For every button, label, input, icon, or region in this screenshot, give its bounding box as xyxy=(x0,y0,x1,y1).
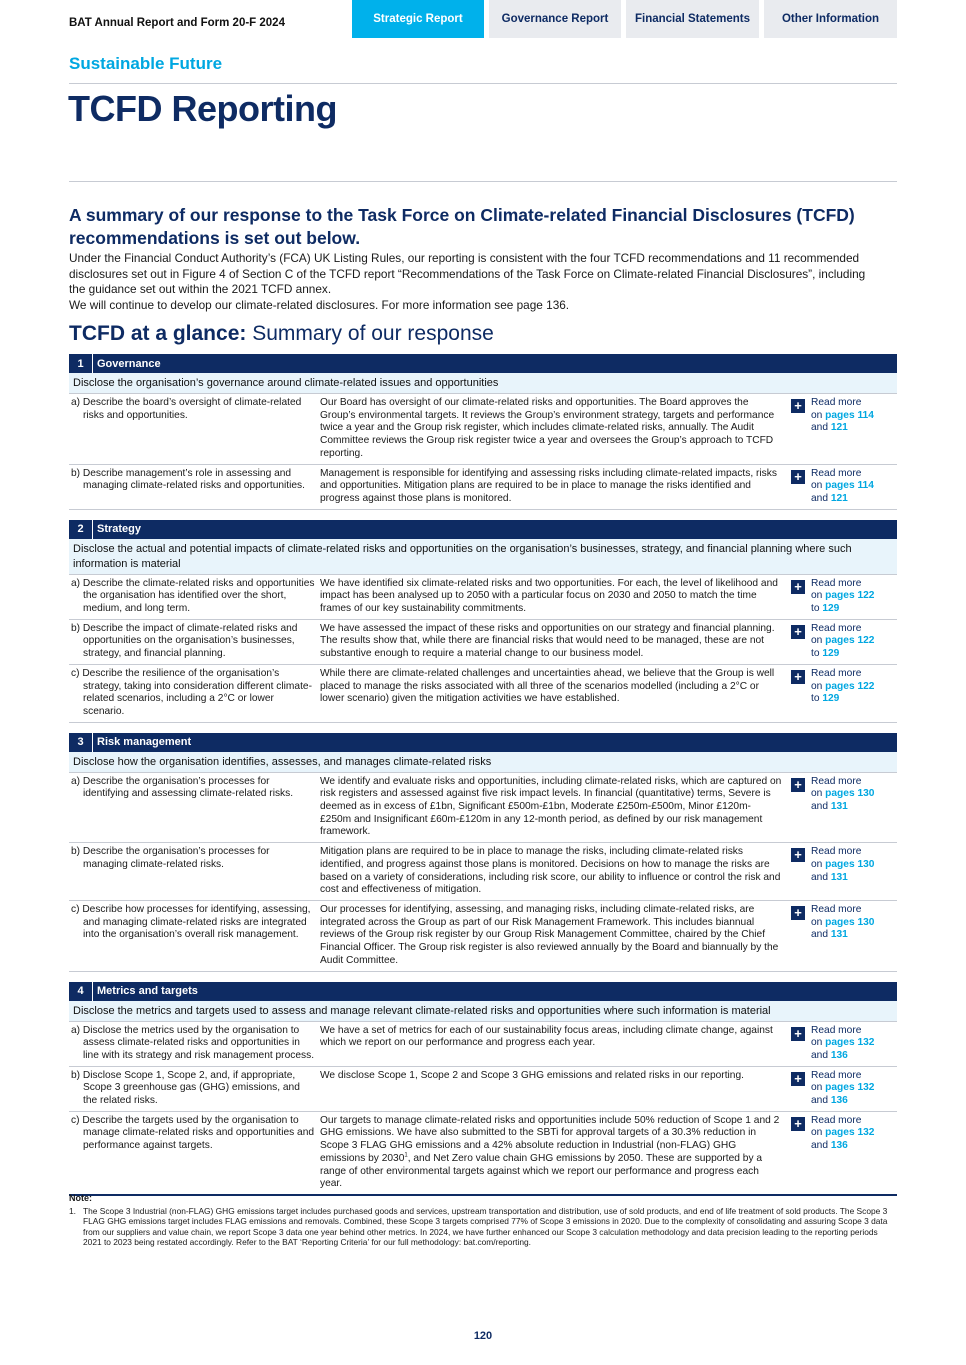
read-more-label: Read more xyxy=(811,397,862,408)
ref-prefix: on xyxy=(811,858,826,870)
section-header xyxy=(69,982,897,1001)
top-navigation xyxy=(0,0,966,38)
page-reference[interactable]: 129 xyxy=(822,693,840,705)
response-text: We have assessed the impact of these risks and opportunities on our strategy and financial planning. The results show that, while there are financial risks that would need to be managed, these are not substantive enough to require a material change to our business model. xyxy=(320,622,775,660)
page-reference[interactable]: 121 xyxy=(830,422,848,434)
response-cell xyxy=(320,776,788,840)
plus-icon: + xyxy=(791,625,805,639)
note-text: The Scope 3 Industrial (non-FLAG) GHG emissions target includes purchased goods and services, upstream transportation and distribution, use of sold products, and end of life treatment of sold products. The Scope 3 FLAG GHG emissions target includes FLAG emissions and removals. Combined, these Scope 3 targets comprised 77% of Scope 3 emissions in 2020. Due to the complexity of consolidating and assuring Scope 3 data from our suppliers and value chain, we report Scope 3 data one year behind other metrics. In 2024, we have further enhanced our Scope 3 calculation methodology and data precision leading to the reporting periods 2021 to 2023 being restated accordingly. Refer to the BAT ‘Reporting Criteria’ for our full methodology: bat.com/reporting. xyxy=(83,1205,888,1247)
page-reference[interactable]: 129 xyxy=(822,603,840,615)
section-subtitle: Disclose the metrics and targets used to assess and manage relevant climate-related risks and opportunities where such information is material xyxy=(69,1001,897,1022)
section-header xyxy=(69,733,897,752)
plus-icon: + xyxy=(791,1117,805,1131)
response-cell xyxy=(320,846,788,897)
response-text: We have a set of metrics for each of our sustainability focus areas, including climate change, against which we report on our performance and progress each year. xyxy=(320,1024,773,1049)
read-more-label: Read more xyxy=(811,775,862,787)
disclosure-cell xyxy=(69,776,320,840)
ref-prefix: on xyxy=(811,409,826,421)
intro-paragraph: We will continue to develop our climate-related disclosures. For more information see page 136. xyxy=(69,297,570,312)
ref-joiner: and xyxy=(811,1140,828,1152)
page-reference[interactable]: pages 130 xyxy=(825,788,875,800)
read-more-label: Read more xyxy=(811,1114,862,1126)
read-more-text xyxy=(811,776,874,840)
section-number: 4 xyxy=(69,982,93,1001)
read-more-link[interactable] xyxy=(788,1115,897,1191)
response-text: , and Net Zero value chain GHG emissions by 2050. These are supported by a range of other environmental targets against which we report our performance and progress each year. xyxy=(320,1152,763,1190)
tab-governance-report[interactable]: Governance Report xyxy=(489,0,621,38)
read-more-label: Read more xyxy=(811,1024,862,1036)
page-reference[interactable]: 136 xyxy=(830,1095,848,1107)
read-more-label: Read more xyxy=(811,667,862,679)
read-more-link[interactable] xyxy=(788,904,897,968)
disclosure-cell xyxy=(69,623,320,661)
disclosure-text: a) Describe the board’s oversight of climate-related risks and opportunities. xyxy=(71,397,302,421)
note-title: Note: xyxy=(69,1193,92,1203)
disclosure-cell xyxy=(69,1070,320,1108)
table-row xyxy=(69,665,897,723)
response-cell xyxy=(320,578,788,616)
glance-light: Summary of our response xyxy=(246,322,494,345)
page-reference[interactable]: 131 xyxy=(830,929,848,941)
ref-joiner: and xyxy=(811,929,828,941)
page-reference[interactable]: pages 114 xyxy=(825,480,874,492)
read-more-text xyxy=(811,1115,874,1191)
plus-icon: + xyxy=(791,399,805,413)
read-more-label: Read more xyxy=(811,622,862,634)
page-reference[interactable]: 136 xyxy=(830,1140,848,1152)
disclosure-cell xyxy=(69,468,320,506)
disclosure-cell xyxy=(69,578,320,616)
disclosure-text: c) Describe the targets used by the organisation to manage climate-related risks and opportunities and performance against targets. xyxy=(71,1114,315,1152)
tab-other-information[interactable]: Other Information xyxy=(764,0,897,38)
disclosure-text: b) Describe the organisation’s processes for managing climate-related risks. xyxy=(71,846,270,870)
section-number: 2 xyxy=(69,520,93,539)
section-name: Strategy xyxy=(97,523,142,536)
response-text: Our targets to manage climate-related risks and opportunities include 50% reduction of Scope 1 and 2 GHG emissions. We have also submitted to the SBTi for approval targets of a 30.3% reduction in Scope 3 FLAG GHG emissions and a 42% absolute reduction in Industrial (non-FLAG) GHG emissions by 2030 xyxy=(320,1114,780,1164)
response-text: While there are climate-related challenges and uncertainties ahead, we believe that the Group is well placed to manage the risks associated with all three of the scenarios modelled (including a 2°C or lower scenario) given the mitigation activities we have established. xyxy=(320,667,775,705)
disclosure-cell xyxy=(69,846,320,897)
table-row xyxy=(69,394,897,465)
read-more-link[interactable] xyxy=(788,846,897,897)
ref-joiner: to xyxy=(811,693,820,705)
report-title: BAT Annual Report and Form 20-F 2024 xyxy=(69,17,285,29)
note-item xyxy=(69,1206,897,1248)
glance-bold: TCFD at a glance: xyxy=(69,322,247,345)
response-text: We identify and evaluate risks and opportunities, including climate-related risks, which are captured on risk registers and assessed against five risk impact levels. In financial (quantitative) terms, Severe is deemed as in excess of £1bn, Significant £500m-£1bn, Moderate £250m-£500m, Minor £120m-£250m and Insignificant £60m-£120m in any 12-month period, as defined by our risk management framework. xyxy=(320,775,782,838)
table-row xyxy=(69,465,897,510)
section-label: Sustainable Future xyxy=(69,54,223,73)
section-gap xyxy=(69,972,897,982)
read-more-text xyxy=(811,623,874,661)
response-text: Mitigation plans are required to be in place to manage the risks, including climate-related risks identified, and progress against those plans is monitored. Decisions on how to manage the risks are based on a variety of considerations, including risk score, our ability to influence or control the risk and cost and effectiveness of mitigation. xyxy=(320,846,781,896)
read-more-label: Read more xyxy=(811,577,862,589)
page-reference[interactable]: pages 114 xyxy=(825,409,874,421)
ref-joiner: to xyxy=(811,648,820,660)
ref-joiner: and xyxy=(811,1095,828,1107)
tab-strategic-report[interactable]: Strategic Report xyxy=(352,0,484,38)
disclosure-text: a) Disclose the metrics used by the organisation to assess climate-related risks and opportunities in line with its strategy and risk management process. xyxy=(71,1024,315,1061)
section-subtitle: Disclose the organisation’s governance around climate-related issues and opportunities xyxy=(69,373,897,394)
read-more-text xyxy=(811,578,874,616)
page-reference[interactable]: 136 xyxy=(830,1049,848,1061)
note-number: 1. xyxy=(69,1205,76,1216)
ref-prefix: on xyxy=(811,590,826,602)
response-text: We have identified six climate-related risks and two opportunities. For each, the level of likelihood and impact has been analysed up to 2050 with a particular focus on 2030 and 2050 to match the time frames of our key sustainability commitments. xyxy=(320,577,778,615)
read-more-link[interactable] xyxy=(788,578,897,616)
table-row xyxy=(69,773,897,844)
page-reference[interactable]: 131 xyxy=(830,871,848,883)
glance-heading xyxy=(69,322,494,346)
table-row xyxy=(69,620,897,665)
read-more-link[interactable] xyxy=(788,397,897,461)
section-number: 3 xyxy=(69,733,93,752)
table-row xyxy=(69,1112,897,1194)
read-more-text xyxy=(811,904,874,968)
page-reference[interactable]: pages 132 xyxy=(825,1127,875,1139)
section-number: 1 xyxy=(69,354,93,373)
page-reference[interactable]: 129 xyxy=(822,648,840,660)
page-reference[interactable]: 121 xyxy=(830,492,848,504)
plus-icon: + xyxy=(791,670,805,684)
ref-prefix: on xyxy=(811,1127,826,1139)
read-more-text xyxy=(811,468,874,506)
response-cell xyxy=(320,397,788,461)
footnote-marker: 1 xyxy=(404,1152,408,1159)
tab-financial-statements[interactable]: Financial Statements xyxy=(626,0,759,38)
section-name: Risk management xyxy=(97,736,192,749)
ref-prefix: on xyxy=(811,916,826,928)
table-row xyxy=(69,901,897,972)
response-text: Our processes for identifying, assessing, and managing risks, including climate-related risks, are integrated across the Group as part of our Risk Management Framework. This includes biannual reviews of the Group risk register by our Group Risk Management Committee, chaired by the Chief Financial Officer. The Group risk register is also reviewed annually by the Board and biannually by the Audit Committee. xyxy=(320,903,779,966)
disclosure-cell xyxy=(69,1115,320,1191)
response-text: We disclose Scope 1, Scope 2 and Scope 3 GHG emissions and related risks in our reporting. xyxy=(320,1069,744,1081)
page-reference[interactable]: pages 130 xyxy=(825,916,875,928)
read-more-text xyxy=(811,846,874,897)
page-reference[interactable]: pages 132 xyxy=(825,1082,875,1094)
disclosure-cell xyxy=(69,668,320,719)
response-cell xyxy=(320,623,788,661)
disclosure-text: c) Describe the resilience of the organisation’s strategy, taking into consideration different climate-related scenarios, including a 2°C or lower scenario. xyxy=(71,667,312,717)
section-header xyxy=(69,520,897,539)
ref-joiner: and xyxy=(811,1049,828,1061)
table-row xyxy=(69,843,897,901)
response-cell xyxy=(320,468,788,506)
read-more-link[interactable] xyxy=(788,1070,897,1108)
read-more-text xyxy=(811,1070,874,1108)
ref-prefix: on xyxy=(811,480,826,492)
read-more-label: Read more xyxy=(811,467,862,479)
response-cell xyxy=(320,1025,788,1063)
section-subtitle: Disclose how the organisation identifies, assesses, and manages climate-related risks xyxy=(69,752,897,773)
disclosure-text: a) Describe the organisation’s processes for identifying and assessing climate-related risks. xyxy=(71,775,294,800)
section-gap xyxy=(69,723,897,733)
footnote xyxy=(69,1193,897,1248)
section-name: Metrics and targets xyxy=(97,985,198,997)
read-more-label: Read more xyxy=(811,846,862,858)
read-more-text xyxy=(811,1025,874,1063)
table-row xyxy=(69,1022,897,1067)
page-reference[interactable]: pages 122 xyxy=(825,635,875,647)
disclosure-text: b) Describe management’s role in assessing and managing climate-related risks and opportunities. xyxy=(71,467,305,492)
response-text: Our Board has oversight of our climate-related risks and opportunities. The Board approves the Group’s environmental targets. It reviews the Group’s environment strategy, targets and performance twice a year and the Group risk register, which includes climate-related risks, annually. The Audit Committee reviews the Group risk register twice a year and oversees the Group’s approach to TCFD reporting. xyxy=(320,397,775,459)
table-row xyxy=(69,575,897,620)
ref-prefix: on xyxy=(811,788,826,800)
intro-paragraph: Under the Financial Conduct Authority’s (FCA) UK Listing Rules, our reporting is consistent with the four TCFD recommendations and 11 recommended disclosures set out in Figure 4 of Section C of the TCFD report “Recommendations of the Task Force on Climate-related Financial Disclosures”, including the guidance set out within the 2021 TCFD annex. xyxy=(69,251,866,297)
section-header xyxy=(69,354,897,373)
read-more-link[interactable] xyxy=(788,1025,897,1063)
response-cell xyxy=(320,668,788,719)
ref-joiner: and xyxy=(811,492,828,504)
page-reference[interactable]: pages 122 xyxy=(825,590,875,602)
read-more-label: Read more xyxy=(811,1069,862,1081)
response-cell xyxy=(320,1115,788,1191)
ref-prefix: on xyxy=(811,1037,826,1049)
section-gap xyxy=(69,510,897,520)
ref-joiner: and xyxy=(811,871,828,883)
divider xyxy=(69,83,897,84)
plus-icon: + xyxy=(791,1027,805,1041)
table-row xyxy=(69,1067,897,1112)
intro-body xyxy=(69,251,869,313)
plus-icon: + xyxy=(791,1072,805,1086)
page-reference[interactable]: 131 xyxy=(830,801,848,813)
page-title: TCFD Reporting xyxy=(68,88,337,129)
ref-prefix: on xyxy=(811,635,826,647)
section-name: Governance xyxy=(97,357,161,370)
plus-icon: + xyxy=(791,906,805,920)
read-more-text xyxy=(811,397,874,461)
ref-joiner: and xyxy=(811,422,828,434)
response-cell xyxy=(320,904,788,968)
intro-heading: A summary of our response to the Task Force on Climate-related Financial Disclosures (TCFD) recommendations is set out below. xyxy=(69,205,855,248)
response-cell xyxy=(320,1070,788,1108)
response-text: Management is responsible for identifying and assessing risks including climate-related impacts, risks and opportunities. Mitigation plans are required to be in place to manage the risks identified and progress against those plans is monitored. xyxy=(320,467,777,504)
disclosure-text: c) Describe how processes for identifying, assessing, and managing climate-related risks are integrated into the organisation’s overall risk management. xyxy=(71,903,311,941)
disclosure-cell xyxy=(69,904,320,968)
disclosure-text: b) Disclose Scope 1, Scope 2, and, if appropriate, Scope 3 greenhouse gas (GHG) emissions, and the related risks. xyxy=(71,1069,300,1107)
read-more-text xyxy=(811,668,874,719)
page-reference[interactable]: pages 122 xyxy=(825,680,875,692)
disclosure-cell xyxy=(69,1025,320,1063)
tcfd-summary-table xyxy=(69,354,897,1196)
read-more-link[interactable] xyxy=(788,776,897,840)
read-more-link[interactable] xyxy=(788,468,897,506)
ref-joiner: and xyxy=(811,801,828,813)
read-more-link[interactable] xyxy=(788,668,897,719)
disclosure-text: a) Describe the climate-related risks and opportunities the organisation has identified over the short, medium, and long term. xyxy=(71,577,315,615)
page-number: 120 xyxy=(473,1330,493,1342)
divider xyxy=(69,181,897,182)
plus-icon: + xyxy=(791,778,805,792)
read-more-link[interactable] xyxy=(788,623,897,661)
disclosure-cell xyxy=(69,397,320,461)
ref-prefix: on xyxy=(811,1082,826,1094)
plus-icon: + xyxy=(791,580,805,594)
plus-icon: + xyxy=(791,848,805,862)
page-reference[interactable]: pages 130 xyxy=(825,858,875,870)
read-more-label: Read more xyxy=(811,903,862,915)
page-reference[interactable]: pages 132 xyxy=(825,1037,875,1049)
section-subtitle: Disclose the actual and potential impacts of climate-related risks and opportunities on the organisation’s businesses, strategy, and financial planning where such information is material xyxy=(69,539,897,575)
plus-icon: + xyxy=(791,470,805,484)
disclosure-text: b) Describe the impact of climate-related risks and opportunities on the organisation’s businesses, strategy, and financial planning. xyxy=(71,622,298,660)
ref-joiner: to xyxy=(811,603,820,615)
ref-prefix: on xyxy=(811,680,826,692)
